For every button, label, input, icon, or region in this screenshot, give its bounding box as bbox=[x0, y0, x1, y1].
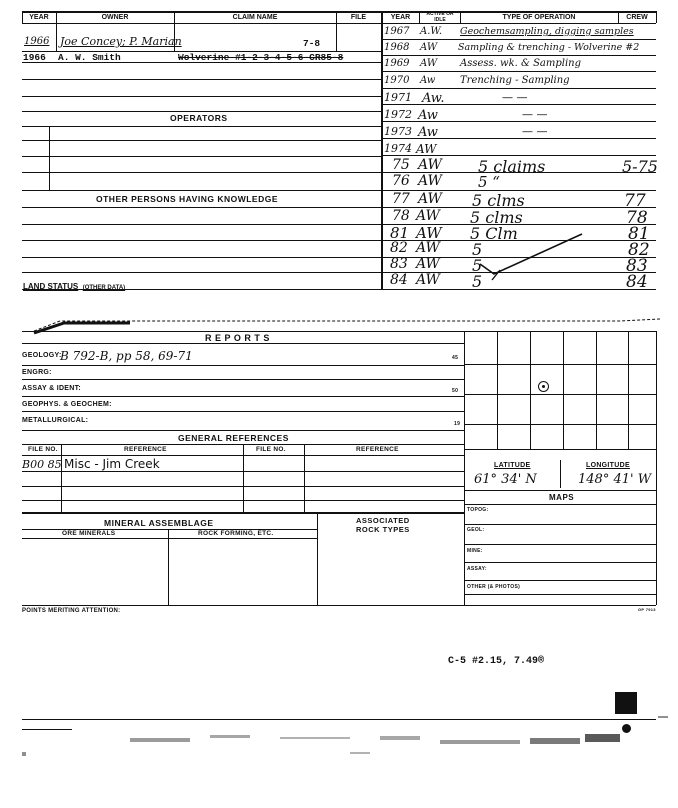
activity-year: 1968 bbox=[384, 42, 410, 53]
latitude-value: 61° 34' N bbox=[474, 472, 537, 487]
owner-row-1-owner: Joe Concey; P. Marian bbox=[60, 35, 182, 48]
activity-crew: 84 bbox=[626, 272, 648, 292]
ref-file-no-value: B00 85 bbox=[22, 458, 62, 471]
checkmark-strokes bbox=[470, 222, 620, 282]
latitude-label: LATITUDE bbox=[494, 462, 531, 469]
activity-operation: — — bbox=[502, 91, 528, 104]
activity-operator: AW bbox=[416, 240, 440, 256]
owner-row-1-year: 1966 bbox=[24, 36, 50, 47]
activity-operation: 5 bbox=[472, 240, 483, 259]
col-header-type-of-operation: TYPE OF OPERATION bbox=[502, 14, 576, 21]
col-header-crew: CREW bbox=[626, 14, 648, 21]
activity-crew: 5-75 bbox=[622, 157, 658, 176]
activity-operation: Trenching - Sampling bbox=[460, 75, 570, 86]
activity-operator: Aw bbox=[418, 108, 438, 123]
activity-crew: 78 bbox=[626, 208, 648, 228]
activity-operator: A.W. bbox=[420, 26, 443, 37]
margin-number: 19 bbox=[454, 421, 461, 427]
land-status-sub: (OTHER DATA) bbox=[82, 285, 126, 291]
activity-operation: 5 Clm bbox=[470, 224, 518, 243]
activity-operation: Geochemsampling, digging samples bbox=[460, 26, 634, 37]
activity-operation: — — bbox=[522, 108, 548, 121]
activity-operator: AW bbox=[418, 173, 442, 189]
activity-year: 81 bbox=[390, 224, 410, 242]
owner-row-2-claim: Wolverine #1-2-3-4-5-6-CR85-8 bbox=[178, 52, 344, 63]
ref-header-reference: REFERENCE bbox=[124, 446, 167, 453]
activity-crew: 82 bbox=[628, 240, 650, 260]
assay-ident-label: ASSAY & IDENT: bbox=[22, 385, 82, 392]
owner-row-1-file: 7-8 bbox=[303, 38, 321, 49]
geophys-geochem-label: GEOPHYS. & GEOCHEM: bbox=[22, 401, 112, 408]
activity-operator: AW bbox=[420, 42, 438, 53]
land-status-label bbox=[23, 276, 125, 294]
ref-header-file-no: FILE NO. bbox=[28, 446, 58, 453]
associated-rock-types-title-2: ROCK TYPES bbox=[356, 525, 410, 534]
engrg-label: ENGRG: bbox=[22, 369, 52, 376]
col-header-file: FILE bbox=[350, 14, 367, 21]
activity-operation: 5 bbox=[472, 272, 483, 291]
section-divider bbox=[20, 315, 660, 335]
associated-rock-types-title-1: ASSOCIATED bbox=[356, 516, 410, 525]
activity-year: 1970 bbox=[384, 75, 410, 86]
activity-year: 1973 bbox=[384, 125, 412, 138]
file-stamp: C-5 #2.15, 7.49® bbox=[448, 656, 545, 667]
map-field-topog: TOPOG: bbox=[467, 507, 489, 513]
geology-value: B 792-B, pp 58, 69-71 bbox=[60, 349, 193, 363]
rock-forming-header: ROCK FORMING, ETC. bbox=[198, 530, 274, 537]
activity-operator: Aw bbox=[420, 75, 436, 86]
longitude-value: 148° 41' W bbox=[578, 472, 652, 487]
activity-year: 77 bbox=[392, 191, 410, 207]
activity-operation: 5 “ bbox=[478, 173, 500, 191]
location-dot-marker bbox=[542, 385, 545, 388]
reports-title: R E P O R T S bbox=[205, 333, 270, 343]
map-field-mine: MINE: bbox=[467, 548, 483, 554]
activity-year: 84 bbox=[390, 272, 408, 288]
activity-year: 1974 bbox=[384, 142, 412, 155]
activity-year: 1972 bbox=[384, 108, 412, 121]
activity-operation: 5 clms bbox=[470, 208, 523, 227]
land-status-title: LAND STATUS bbox=[23, 282, 79, 291]
general-references-title: GENERAL REFERENCES bbox=[178, 433, 289, 443]
activity-operator: AW bbox=[418, 191, 442, 207]
activity-crew: 83 bbox=[626, 256, 648, 276]
activity-operator: AW bbox=[416, 142, 437, 156]
activity-operator: Aw. bbox=[422, 91, 445, 106]
activity-operation: Assess. wk. & Sampling bbox=[460, 58, 582, 69]
activity-operation: 5 clms bbox=[472, 191, 525, 210]
ref-header-file-no-2: FILE NO. bbox=[256, 446, 286, 453]
activity-operation: Sampling & trenching - Wolverine #2 bbox=[458, 42, 640, 53]
owner-row-2-owner: A. W. Smith bbox=[58, 52, 121, 63]
activity-year: 83 bbox=[390, 256, 408, 272]
col-header-owner: OWNER bbox=[101, 14, 129, 21]
metallurgical-label: METALLURGICAL: bbox=[22, 417, 89, 424]
margin-number: 50 bbox=[452, 388, 459, 394]
maps-title: MAPS bbox=[549, 493, 575, 502]
map-field-assay: ASSAY: bbox=[467, 566, 487, 572]
form-number: GP 7913 bbox=[638, 607, 656, 612]
activity-operator: AW bbox=[416, 224, 442, 242]
map-field-other-photos: OTHER (& PHOTOS) bbox=[467, 584, 521, 590]
activity-operator: AW bbox=[416, 256, 440, 272]
ore-minerals-header: ORE MINERALS bbox=[62, 530, 116, 537]
activity-year: 82 bbox=[390, 240, 408, 256]
activity-year: 76 bbox=[392, 173, 410, 189]
activity-year: 1971 bbox=[384, 91, 412, 104]
activity-crew: 81 bbox=[628, 224, 650, 244]
activity-operator: AW bbox=[420, 58, 438, 69]
col-header-year-right: YEAR bbox=[390, 14, 411, 21]
activity-crew: 77 bbox=[624, 191, 646, 211]
black-dot-mark bbox=[622, 724, 631, 733]
margin-number: 45 bbox=[452, 355, 459, 361]
ref-reference-value: Misc - Jim Creek bbox=[64, 457, 160, 471]
col-header-active-idle: ACTIVE OR IDLE bbox=[426, 11, 454, 23]
activity-year: 75 bbox=[392, 157, 410, 173]
map-field-geol: GEOL: bbox=[467, 527, 485, 533]
activity-operation: — — bbox=[522, 125, 548, 138]
owner-row-2-year: 1966 bbox=[23, 52, 46, 63]
activity-operator: AW bbox=[418, 157, 442, 173]
activity-operator: AW bbox=[416, 272, 440, 288]
activity-operator: AW bbox=[416, 208, 440, 224]
geology-label: GEOLOGY: bbox=[22, 352, 62, 359]
longitude-label: LONGITUDE bbox=[586, 462, 630, 469]
activity-year: 1967 bbox=[384, 26, 410, 37]
activity-year: 1969 bbox=[384, 58, 410, 69]
col-header-claim-name: CLAIM NAME bbox=[232, 14, 278, 21]
activity-operator: Aw bbox=[418, 125, 438, 140]
ref-header-reference-2: REFERENCE bbox=[356, 446, 399, 453]
activity-operation: 5 claims bbox=[478, 157, 546, 176]
activity-year: 78 bbox=[392, 208, 410, 224]
activity-operation: 5 bbox=[472, 256, 483, 275]
other-persons-title: OTHER PERSONS HAVING KNOWLEDGE bbox=[96, 194, 279, 204]
operators-title: OPERATORS bbox=[170, 113, 228, 123]
points-meriting-attention-label: POINTS MERITING ATTENTION: bbox=[22, 608, 121, 614]
mineral-assemblage-title: MINERAL ASSEMBLAGE bbox=[104, 518, 214, 528]
col-header-year: YEAR bbox=[29, 14, 49, 21]
black-square-mark bbox=[615, 692, 637, 714]
